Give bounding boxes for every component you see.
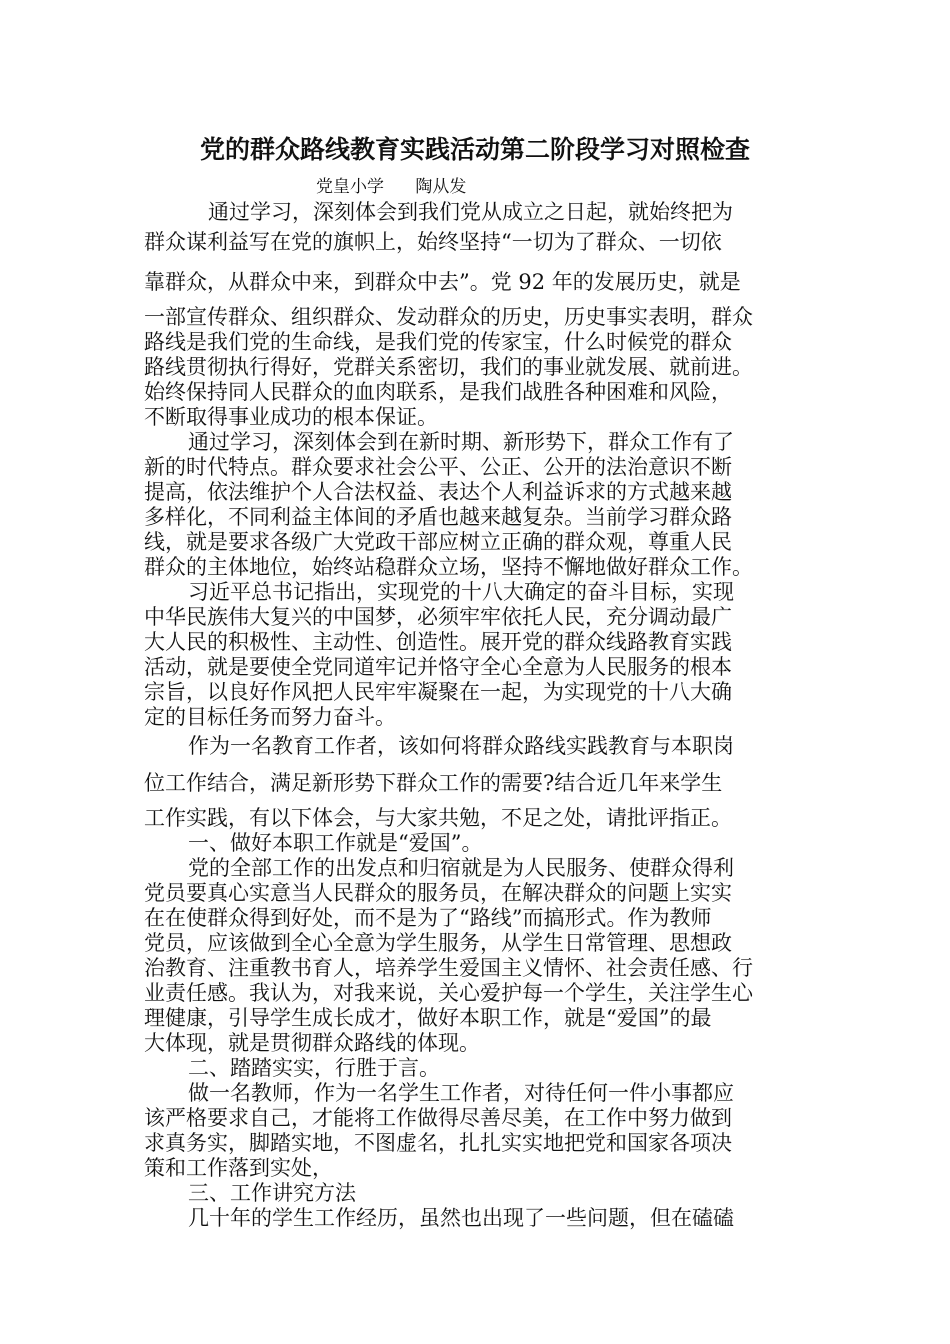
text-line: 几十年的学生工作经历，虽然也出现了一些问题，但在磕磕 bbox=[188, 1206, 734, 1230]
text-line: 始终保持同人民群众的血肉联系，是我们战胜各种困难和风险， bbox=[144, 380, 732, 404]
author-name: 陶从发 bbox=[415, 177, 467, 197]
text-line: 中华民族伟大复兴的中国梦，必须牢牢依托人民，充分调动最广 bbox=[144, 605, 732, 629]
text-line: 党员，应该做到全心全意为学生服务，从学生日常管理、思想政 bbox=[144, 931, 732, 955]
document-body bbox=[144, 200, 814, 1231]
text-line: 该严格要求自己，才能将工作做得尽善尽美，在工作中努力做到 bbox=[144, 1106, 732, 1130]
text-line: 靠群众，从群众中来，到群众中去”。党 92 年的发展历史，就是 bbox=[144, 270, 741, 294]
text-line: 求真务实，脚踏实地，不图虚名，扎扎实实地把党和国家各项决 bbox=[144, 1131, 732, 1155]
text-line: 工作实践，有以下体会，与大家共勉，不足之处，请批评指正。 bbox=[144, 806, 732, 830]
text-line: 理健康，引导学生成长成才，做好本职工作，就是“爱国”的最 bbox=[144, 1006, 712, 1030]
text-line: 路线是我们党的生命线，是我们党的传家宝，什么时候党的群众 bbox=[144, 330, 732, 354]
text-line: 作为一名教育工作者，该如何将群众路线实践教育与本职岗 bbox=[188, 734, 734, 758]
text-line: 在在使群众得到好处，而不是为了“路线”而搞形式。作为教师 bbox=[144, 906, 712, 930]
document-title: 党的群众路线教育实践活动第二阶段学习对照检查 bbox=[199, 135, 750, 164]
text-line: 新的时代特点。群众要求社会公平、公正、公开的法治意识不断 bbox=[144, 455, 732, 479]
text-line: 通过学习，深刻体会到在新时期、新形势下，群众工作有了 bbox=[188, 430, 734, 454]
text-line: 一部宣传群众、组织群众、发动群众的历史，历史事实表明，群众 bbox=[144, 305, 753, 329]
text-line: 党员要真心实意当人民群众的服务员，在解决群众的问题上实实 bbox=[144, 881, 732, 905]
text-line: 线，就是要求各级广大党政干部应树立正确的群众观，尊重人民 bbox=[144, 530, 732, 554]
text-line: 定的目标任务而努力奋斗。 bbox=[144, 705, 396, 729]
text-line: 不断取得事业成功的根本保证。 bbox=[144, 405, 438, 429]
text-line: 党的全部工作的出发点和归宿就是为人民服务、使群众得利 bbox=[188, 856, 734, 880]
text-line: 做一名教师，作为一名学生工作者，对待任何一件小事都应 bbox=[188, 1081, 734, 1105]
text-line: 多样化，不同利益主体间的矛盾也越来越复杂。当前学习群众路 bbox=[144, 505, 732, 529]
text-line: 大体现，就是贯彻群众路线的体现。 bbox=[144, 1031, 480, 1055]
text-line: 群众谋利益写在党的旗帜上，始终坚持“一切为了群众、一切依 bbox=[144, 230, 722, 254]
text-line: 大人民的积极性、主动性、创造性。展开党的群众线路教育实践 bbox=[144, 630, 732, 654]
text-line: 治教育、注重教书育人，培养学生爱国主义情怀、社会责任感、行 bbox=[144, 956, 753, 980]
text-line: 习近平总书记指出，实现党的十八大确定的奋斗目标，实现 bbox=[188, 580, 734, 604]
text-line: 群众的主体地位，始终站稳群众立场，坚持不懈地做好群众工作。 bbox=[144, 555, 753, 579]
text-line: 宗旨，以良好作风把人民牢牢凝聚在一起，为实现党的十八大确 bbox=[144, 680, 732, 704]
text-line: 通过学习，深刻体会到我们党从成立之日起，就始终把为 bbox=[208, 200, 733, 224]
text-line: 提高，依法维护个人合法权益、表达个人利益诉求的方式越来越 bbox=[144, 480, 732, 504]
section-heading: 一、做好本职工作就是“爱国”。 bbox=[188, 831, 483, 855]
section-heading: 二、踏踏实实，行胜于言。 bbox=[188, 1056, 440, 1080]
text-line: 路线贯彻执行得好，党群关系密切，我们的事业就发展、就前进。 bbox=[144, 355, 753, 379]
author-school: 党皇小学 bbox=[316, 177, 384, 197]
text-line: 策和工作落到实处， bbox=[144, 1156, 333, 1180]
section-heading: 三、工作讲究方法 bbox=[188, 1181, 356, 1205]
author-line bbox=[316, 176, 466, 198]
text-line: 位工作结合，满足新形势下群众工作的需要?结合近几年来学生 bbox=[144, 771, 723, 795]
text-line: 业责任感。我认为，对我来说，关心爱护每一个学生，关注学生心 bbox=[144, 981, 753, 1005]
text-line: 活动，就是要使全党同道牢记并恪守全心全意为人民服务的根本 bbox=[144, 655, 732, 679]
